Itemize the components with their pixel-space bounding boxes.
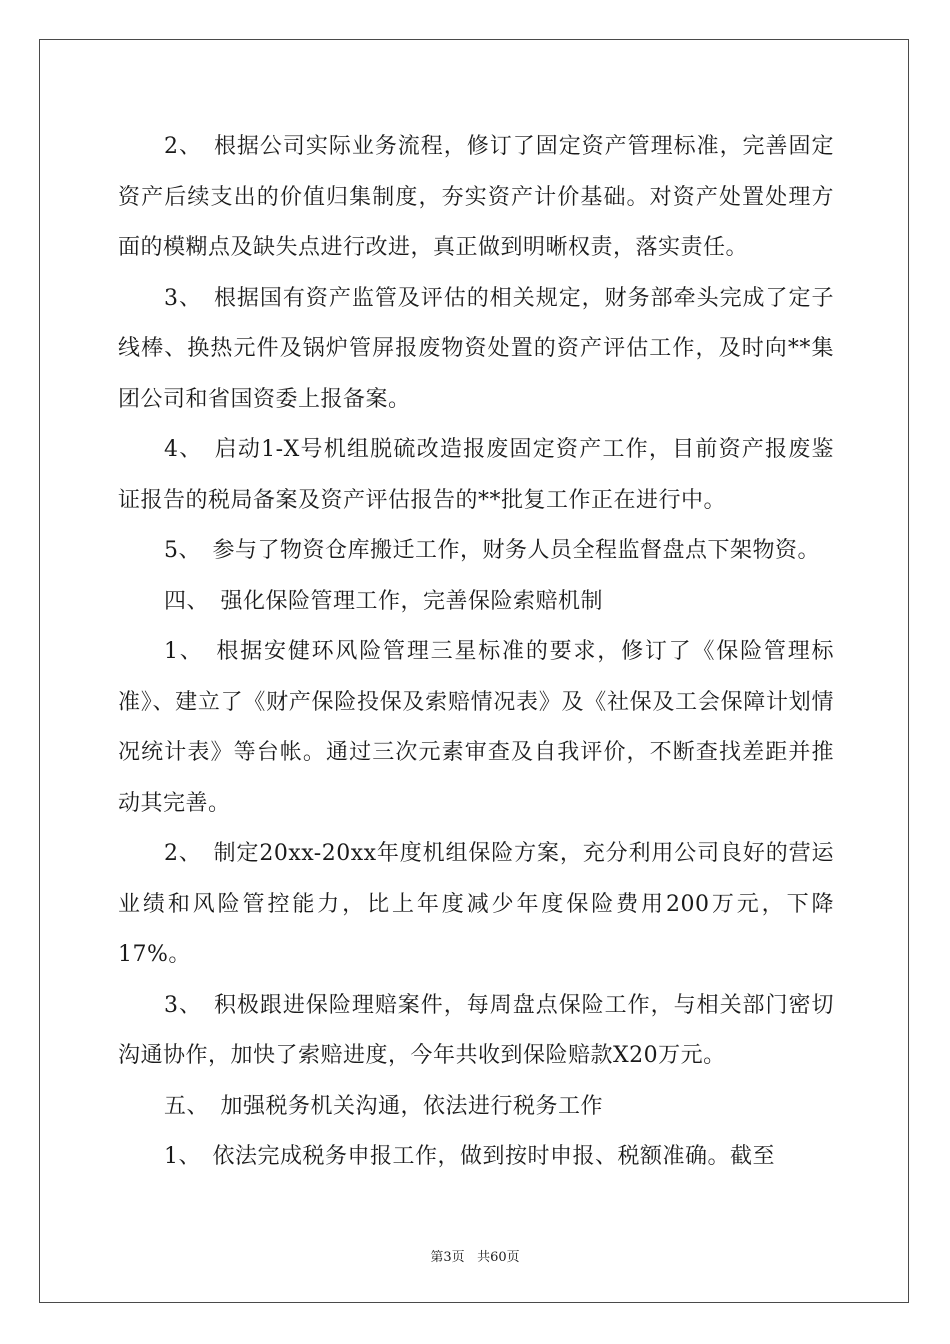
page-number: 第3页: [430, 1250, 465, 1265]
paragraph-asset-evaluation: 3、 根据国有资产监管及评估的相关规定，财务部牵头完成了定子线棒、换热元件及锅炉管屏报废物资处置的资产评估工作，及时向**集团公司和省国资委上报备案。: [118, 285, 834, 412]
page-total: 共60页: [477, 1250, 520, 1265]
document-body: [118, 122, 834, 1183]
paragraph-insurance-standard: 1、 根据安健环风险管理三星标准的要求，修订了《保险管理标准》、建立了《财产保险投保及索赔情况表》及《社保及工会保障计划情况统计表》等台帐。通过三次元素审查及自我评价，不断查找差距并推动其完善。: [118, 639, 834, 816]
paragraph-warehouse: 5、 参与了物资仓库搬迁工作，财务人员全程监督盘点下架物资。: [164, 538, 820, 563]
page-footer: [0, 1246, 950, 1265]
paragraph-asset-standard: 2、 根据公司实际业务流程，修订了固定资产管理标准，完善固定资产后续支出的价值归集制度，夯实资产计价基础。对资产处置处理方面的模糊点及缺失点进行改进，真正做到明晰权责，落实责任。: [118, 134, 834, 260]
section-heading-insurance: 四、 强化保险管理工作，完善保险索赔机制: [164, 588, 604, 614]
paragraph-insurance-claims: 3、 积极跟进保险理赔案件，每周盘点保险工作，与相关部门密切沟通协作，加快了索赔进度，今年共收到保险赔款X20万元。: [118, 992, 834, 1068]
paragraph-desulfurization: 4、 启动1-X号机组脱硫改造报废固定资产工作，目前资产报废鉴证报告的税局备案及资产评估报告的**批复工作正在进行中。: [118, 437, 834, 513]
section-heading-tax: 五、 加强税务机关沟通，依法进行税务工作: [164, 1093, 604, 1119]
paragraph-tax-filing: 1、 依法完成税务申报工作，做到按时申报、税额准确。截至: [164, 1144, 775, 1169]
paragraph-insurance-plan: 2、 制定20xx-20xx年度机组保险方案，充分利用公司良好的营运业绩和风险管控能力，比上年度减少年度保险费用200万元，下降17%。: [118, 841, 834, 967]
